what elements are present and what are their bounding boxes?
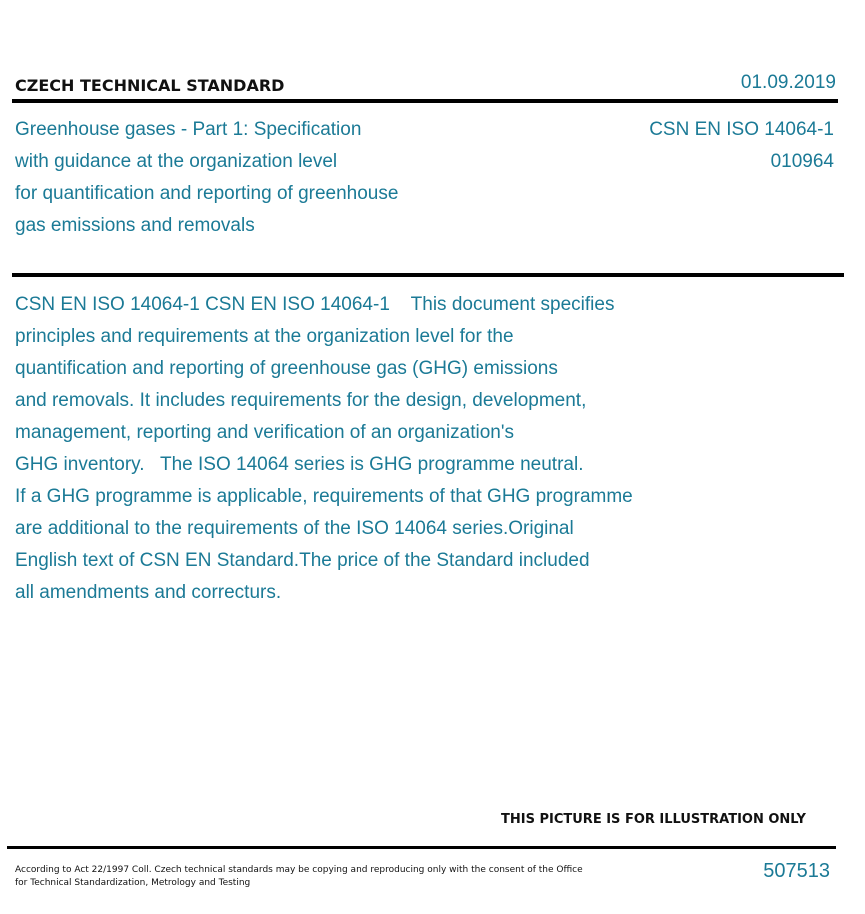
legal-notice: [15, 864, 615, 890]
standard-title-line: with guidance at the organization level: [15, 151, 338, 172]
standard-identifier: [649, 114, 834, 178]
description-line: principles and requirements at the organization level for the: [15, 326, 514, 347]
title-divider: [12, 273, 844, 277]
legal-notice-line: for Technical Standardization, Metrology and Testing: [15, 878, 251, 888]
standard-title-line: Greenhouse gases - Part 1: Specification: [15, 119, 362, 140]
publication-date: 01.09.2019: [740, 72, 836, 93]
footer-divider: [7, 846, 836, 849]
description-line: GHG inventory. The ISO 14064 series is GHG programme neutral.: [15, 454, 584, 475]
description-line: If a GHG programme is applicable, requirements of that GHG programme: [15, 486, 633, 507]
description-line: English text of CSN EN Standard.The price of the Standard included: [15, 550, 590, 571]
product-code: 507513: [763, 860, 830, 882]
description-line: and removals. It includes requirements for the design, development,: [15, 390, 587, 411]
description-line: all amendments and correcturs.: [15, 582, 282, 603]
description-line: are additional to the requirements of the ISO 14064 series.Original: [15, 518, 574, 539]
standard-class-code: 010964: [770, 151, 834, 172]
description-line: CSN EN ISO 14064-1 CSN EN ISO 14064-1 This document specifies: [15, 294, 615, 315]
standard-title-line: for quantification and reporting of greenhouse: [15, 183, 399, 204]
standard-title: [15, 114, 495, 242]
description-line: management, reporting and verification of an organization's: [15, 422, 514, 443]
standard-title-line: gas emissions and removals: [15, 215, 255, 236]
legal-notice-line: According to Act 22/1997 Coll. Czech technical standards may be copying and reproducing only with the consent of the Office: [15, 865, 583, 875]
standard-description: [15, 289, 835, 609]
header-divider: [12, 99, 838, 103]
illustration-notice: THIS PICTURE IS FOR ILLUSTRATION ONLY: [501, 812, 806, 827]
document-type-label: CZECH TECHNICAL STANDARD: [15, 76, 285, 95]
standard-designation: CSN EN ISO 14064-1: [649, 119, 834, 140]
description-line: quantification and reporting of greenhouse gas (GHG) emissions: [15, 358, 558, 379]
